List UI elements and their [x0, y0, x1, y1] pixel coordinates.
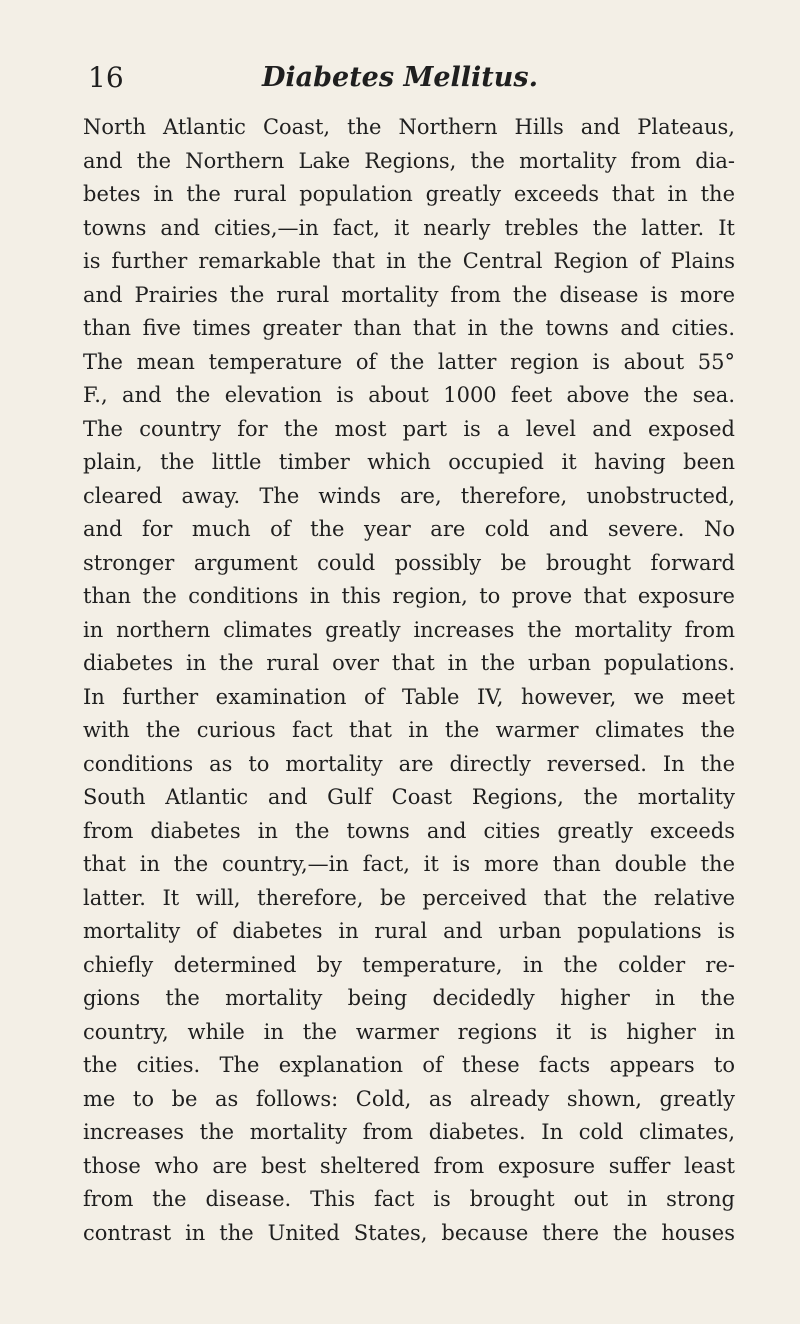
page-number: 16 [88, 61, 124, 94]
text-line: towns and cities,—in fact, it nearly trebles the latter. It [83, 215, 735, 240]
text-line: South Atlantic and Gulf Coast Regions, the mortality [83, 785, 735, 809]
page-header [84, 58, 716, 98]
text-line: cleared away. The winds are, therefore, unobstructed, [83, 483, 735, 508]
text-line: than five times greater than that in the towns and cities. [83, 316, 735, 340]
text-line: The country for the most part is a level and exposed [83, 416, 735, 441]
text-line: and the Northern Lake Regions, the mortality from dia- [83, 148, 735, 173]
text-line: in northern climates greatly increases the mortality from [83, 617, 735, 642]
text-line: latter. It will, therefore, be perceived that the relative [83, 885, 735, 910]
text-line: contrast in the United States, because there the houses [83, 1220, 735, 1245]
text-line: the cities. The explanation of these facts appears to [83, 1053, 735, 1077]
text-line: mortality of diabetes in rural and urban populations is [83, 919, 735, 943]
text-line: and for much of the year are cold and severe. No [83, 517, 735, 541]
text-line: North Atlantic Coast, the Northern Hills and Plateaus, [83, 115, 735, 139]
text-line: The mean temperature of the latter region is about 55° [83, 349, 735, 374]
text-line: gions the mortality being decidedly higher in the [83, 986, 735, 1010]
text-line: F., and the elevation is about 1000 feet above the sea. [83, 383, 735, 407]
text-line: those who are best sheltered from exposure suffer least [83, 1153, 735, 1178]
body-text [83, 111, 735, 1250]
text-line: with the curious fact that in the warmer climates the [83, 718, 735, 742]
text-line: diabetes in the rural over that in the urban populations. [83, 651, 735, 675]
text-line: from diabetes in the towns and cities greatly exceeds [83, 818, 735, 843]
text-line: me to be as follows: Cold, as already shown, greatly [83, 1086, 735, 1111]
text-line: conditions as to mortality are directly reversed. In the [83, 751, 735, 776]
text-line: plain, the little timber which occupied it having been [83, 450, 735, 474]
text-line: that in the country,—in fact, it is more than double the [83, 852, 735, 876]
text-line: than the conditions in this region, to prove that exposure [83, 584, 735, 608]
text-line: country, while in the warmer regions it is higher in [83, 1019, 735, 1044]
running-title: Diabetes Mellitus. [261, 62, 538, 93]
text-line: betes in the rural population greatly exceeds that in the [83, 182, 735, 206]
text-line: In further examination of Table IV, however, we meet [83, 684, 735, 709]
text-line: from the disease. This fact is brought out in strong [83, 1187, 735, 1211]
text-line: is further remarkable that in the Central Region of Plains [83, 249, 735, 273]
text-line: and Prairies the rural mortality from the disease is more [83, 282, 735, 307]
text-line: chiefly determined by temperature, in the colder re- [83, 952, 735, 977]
text-line: increases the mortality from diabetes. In cold climates, [83, 1120, 735, 1144]
text-line: stronger argument could possibly be brought forward [83, 550, 735, 575]
